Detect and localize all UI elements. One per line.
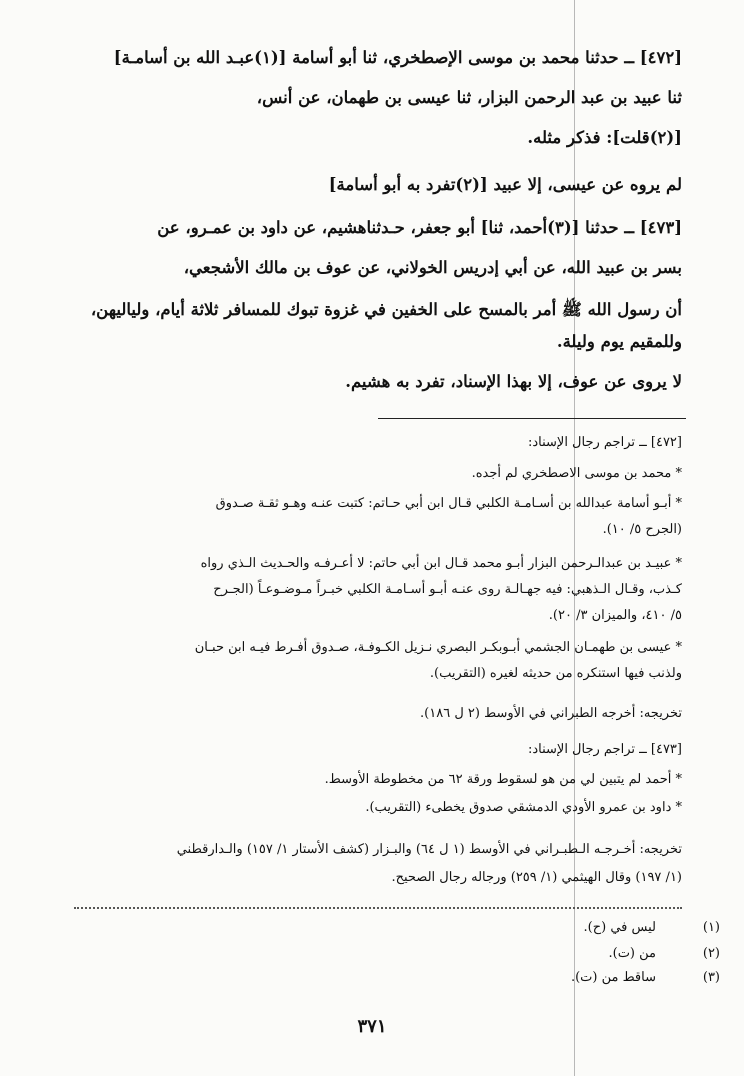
note-line: كـذب، وقـال الـذهبي: فيه جهـالـة روى عنـه أبـو أسـامـة الكلبي خبـراً مـوضـوعـاً (الجـرح [213, 582, 682, 597]
note-line: * داود بن عمرو الأودي الدمشقي صدوق يخطىء (التقريب). [365, 800, 682, 815]
footnote-number: (٣) [702, 970, 720, 985]
page-number: ٣٧١ [357, 1016, 387, 1037]
footnote-number: (١) [702, 920, 720, 935]
main-line: [(٢)قلت]: فذكر مثله. [527, 128, 682, 147]
main-line: بسر بن عبيد الله، عن أبي إدريس الخولاني، عن عوف بن مالك الأشجعي، [183, 258, 682, 277]
footnote-text: ليس في (ح). [583, 920, 656, 935]
main-line: ثنا عبيد بن عبد الرحمن البزار، ثنا عيسى بن طهمان، عن أنس، [256, 88, 682, 107]
note-line: * أبـو أسامة عبدالله بن أسـامـة الكلبي قـال ابن أبي حـاتم: كتبت عنـه وهـو ثقـة صـدوق [215, 496, 682, 511]
footnote-text: ساقط من (ت). [570, 970, 656, 985]
main-line: أن رسول الله ﷺ أمر بالمسح على الخفين في غزوة تبوك للمسافر ثلاثة أيام، ولياليهن، [90, 300, 682, 319]
page-crease [574, 0, 575, 1076]
note-line: [٤٧٢] ــ تراجم رجال الإسناد: [527, 435, 682, 450]
note-line: * أحمد لم يتبين لي من هو لسقوط ورقة ٦٢ من مخطوطة الأوسط. [324, 772, 682, 787]
main-line: وللمقيم يوم وليلة. [556, 332, 682, 351]
note-line: [٤٧٣] ــ تراجم رجال الإسناد: [527, 742, 682, 757]
note-line: * محمد بن موسى الاصطخري لم أجده. [471, 466, 682, 481]
note-line: (١/ ١٩٧) وقال الهيثمي (١/ ٢٥٩) ورجاله رجال الصحيح. [391, 870, 682, 885]
note-line: ٥/ ٤١٠، والميزان ٣/ ٢٠). [548, 608, 682, 623]
note-line: ولذنب فيها استنكره من حديثه لغيره (التقريب). [429, 666, 682, 681]
note-line: تخريجه: أخرجه الطبراني في الأوسط (٢ ل ١٨٦). [420, 706, 682, 721]
main-line: [٤٧٢] ــ حدثنا محمد بن موسى الإصطخري، ثنا أبو أسامة [(١)عبـد الله بن أسامـة] [113, 48, 682, 67]
note-line: (الجرح ٥/ ١٠). [602, 522, 682, 537]
note-line: تخريجه: أخـرجـه الـطبـراني في الأوسط (١ ل ٦٤) والبـزار (كشف الأستار ١/ ١٥٧) والـدارقطني [176, 842, 682, 857]
section-rule [378, 418, 686, 419]
main-line: لم يروه عن عيسى، إلا عبيد [(٢)تفرد به أبو أسامة] [328, 175, 682, 194]
note-line: * عيسى بن طهمـان الجشمي أبـوبكـر البصري نـزيل الكـوفـة، صـدوق أفـرط فيـه ابن حبـان [194, 640, 682, 655]
footnote-separator [74, 907, 682, 909]
main-line: [٤٧٣] ــ حدثنا [(٣)أحمد، ثنا] أبو جعفر، حـدثناهشيم، عن داود بن عمـرو، عن [157, 218, 682, 237]
note-line: * عبيـد بن عبدالـرحمن البزار أبـو محمد قـال ابن أبي حاتم: لا أعـرفـه والحـديث الـذي رواه [200, 556, 682, 571]
footnote-number: (٢) [702, 946, 720, 961]
main-line: لا يروى عن عوف، إلا بهذا الإسناد، تفرد به هشيم. [345, 372, 682, 391]
footnote-text: من (ت). [608, 946, 656, 961]
